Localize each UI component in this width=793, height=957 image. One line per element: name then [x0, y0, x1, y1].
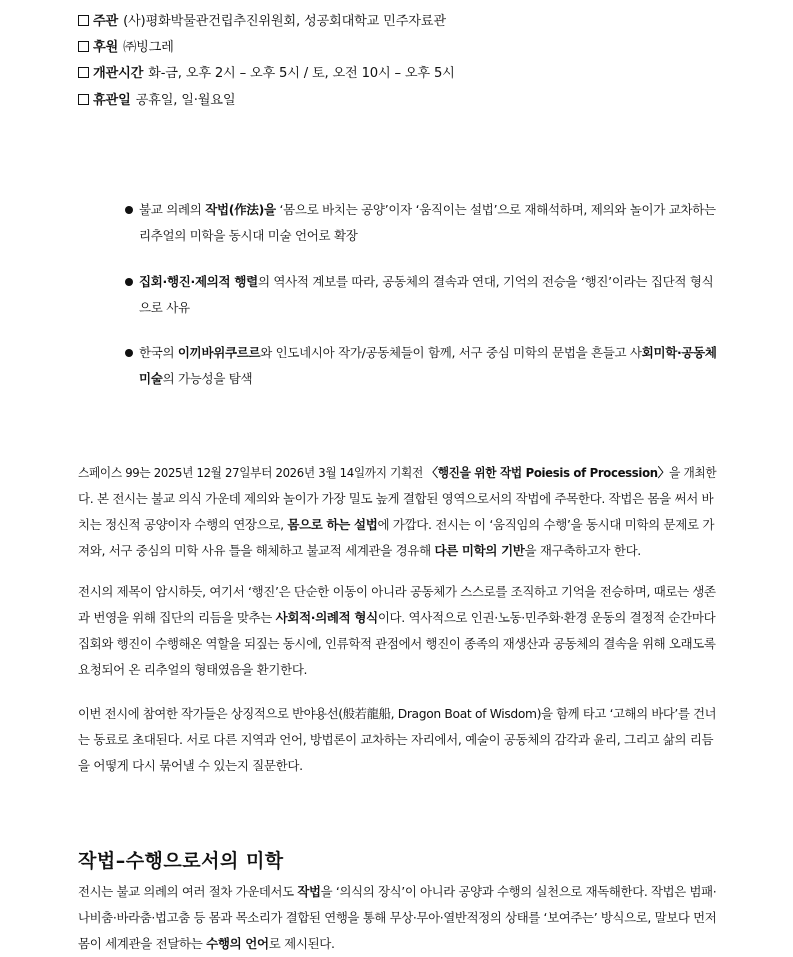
text: 와 인도네시아 작가/공동체들이 함께, 서구 중심 미학의 문법을 흔들고 사: [260, 345, 642, 360]
bullet-icon: [125, 206, 133, 214]
text: 스페이스 99는 2025년 12월 27일부터 2026년 3월 14일까지 기획전: [78, 465, 427, 480]
text: 다. 본 전시는 불교 의식 가운데 제의와 놀이가 가장 밀도 높게 결합된 영역으로서의 작법에 주목한다. 작법은 몸을 써서 바: [78, 491, 714, 506]
bullet-item: [125, 269, 717, 321]
bold-text: 사회적·의례적 형식: [275, 610, 378, 625]
checkbox-square-icon: [78, 41, 89, 52]
text: 과 번영을 위해 집단의 리듬을 맞추는: [78, 610, 276, 625]
bullet-icon: [125, 349, 133, 357]
text: 을 개최한: [669, 465, 717, 480]
info-hours: [78, 66, 455, 82]
bullet-item: [125, 340, 717, 392]
bold-text: 미술: [139, 371, 163, 386]
text: 을 어떻게 다시 묶어낼 수 있는지 질문한다.: [78, 758, 303, 773]
text: 의 가능성을 탐색: [162, 371, 253, 386]
info-value: ㈜빙그레: [123, 40, 174, 55]
bold-text: 몸으로 하는 설법: [287, 517, 378, 532]
section-heading: 작법–수행으로서의 미학: [78, 850, 284, 872]
exhibition-title: 〈행진을 위한 작법 Poiesis of Procession〉: [426, 465, 670, 480]
text: 한국의: [139, 345, 178, 360]
text: 전시는 불교 의례의 여러 절차 가운데서도: [78, 884, 298, 899]
text: 치는 정신적 공양이자 수행의 연장으로,: [78, 517, 288, 532]
checkbox-square-icon: [78, 15, 89, 26]
bold-text: 집회·행진·제의적 행렬: [139, 274, 258, 289]
info-closed: [78, 93, 235, 109]
text: ‘몸으로 바치는 공양’이자 ‘움직이는 설법’으로 재해석하며, 제의와 놀이가 교차하는: [275, 202, 716, 217]
text: 불교 의례의: [139, 202, 206, 217]
bold-text: 이끼바위쿠르르: [177, 345, 261, 360]
text: 에 가깝다. 전시는 이 ‘움직임의 수행’을 동시대 미학의 문제로 가: [377, 517, 715, 532]
checkbox-square-icon: [78, 94, 89, 105]
info-key: 후원: [93, 40, 119, 55]
bullet-line: [139, 269, 717, 295]
paragraph-procession: [78, 579, 716, 683]
text: 이번 전시에 참여한 작가들은 상징적으로 반야용선(般若龍船, Dragon Boat of Wisdom)을 함께 타고 ‘고해의 바다’를 건너: [78, 706, 717, 721]
text: 는 동료로 초대된다. 서로 다른 지역과 언어, 방법론이 교차하는 자리에서, 예술이 공동체의 감각과 윤리, 그리고 삶의 리듬: [78, 732, 714, 747]
text: 전시의 제목이 암시하듯, 여기서 ‘행진’은 단순한 이동이 아니라 공동체가 스스로를 조직하고 기억을 전승하며, 때로는 생존: [78, 584, 716, 599]
text: 이다. 역사적으로 인권·노동·민주화·환경 운동의 결정적 순간마다: [377, 610, 716, 625]
bold-text: 회미학·공동체: [641, 345, 717, 360]
info-key: 개관시간: [93, 66, 144, 81]
info-organizer: [78, 14, 446, 30]
text: 의 역사적 계보를 따라, 공동체의 결속과 연대, 기억의 전승을 ‘행진’이라는 집단적 형식: [257, 274, 714, 289]
text: 몸이 세계관을 전달하는: [78, 936, 207, 951]
info-value: 화-금, 오후 2시 – 오후 5시 / 토, 오전 10시 – 오후 5시: [148, 66, 455, 81]
text: 로 제시된다.: [268, 936, 335, 951]
paragraph-jakbeop: [78, 879, 716, 957]
info-sponsor: [78, 40, 174, 56]
bullet-icon: [125, 278, 133, 286]
text: 나비춤·바라춤·법고춤 등 몸과 목소리가 결합된 연행을 통해 무상·무아·열반적정의 상태를 ‘보여주는’ 방식으로, 말보다 먼저: [78, 910, 717, 925]
info-value: (사)평화박물관건립추진위원회, 성공회대학교 민주자료관: [123, 14, 446, 29]
info-key: 휴관일: [93, 93, 131, 108]
bold-text: 수행의 언어: [206, 936, 269, 951]
bold-text: 작법(作法)을: [205, 202, 276, 217]
bold-text: 다른 미학의 기반: [434, 543, 525, 558]
text: 져와, 서구 중심의 미학 사유 틀을 해체하고 불교적 세계관을 경유해: [78, 543, 435, 558]
text: 을 재구축하고자 한다.: [524, 543, 641, 558]
text: 을 ‘의식의 장식’이 아니라 공양과 수행의 실천으로 재독해한다. 작법은 범패·: [320, 884, 717, 899]
paragraph-intro: [78, 460, 716, 564]
info-value: 공휴일, 일·월요일: [135, 93, 236, 108]
checkbox-square-icon: [78, 67, 89, 78]
bullet-line: [139, 340, 716, 366]
bullet-line: 리추얼의 미학을 동시대 미술 언어로 확장: [139, 228, 358, 243]
text: 집회와 행진이 수행해온 역할을 되짚는 동시에, 인류학적 관점에서 행진이 종족의 재생산과 공동체의 결속을 위해 오래도록: [78, 636, 716, 651]
bullet-line: [139, 197, 717, 223]
bullet-item: [125, 197, 717, 249]
paragraph-artists: [78, 701, 716, 779]
info-key: 주관: [93, 14, 119, 29]
bullet-line: 으로 사유: [139, 300, 190, 315]
bold-text: 작법: [297, 884, 321, 899]
text: 요청되어 온 리추얼의 형태였음을 환기한다.: [78, 662, 308, 677]
bullet-line: [139, 366, 717, 392]
